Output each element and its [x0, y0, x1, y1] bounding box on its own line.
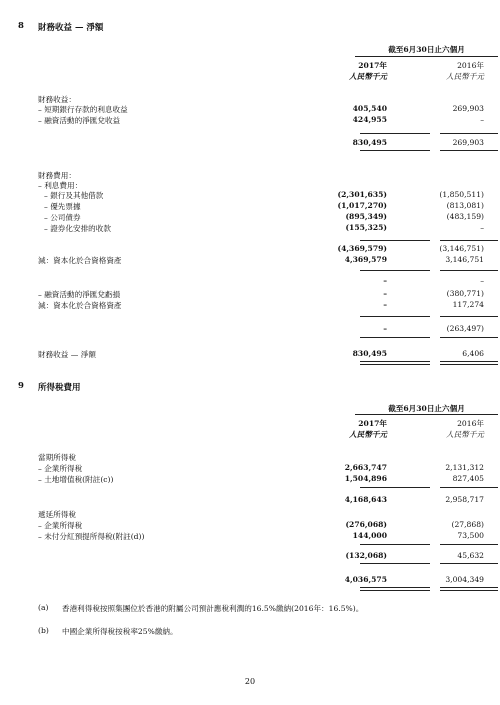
row-value-2017: 2,663,747 [344, 463, 387, 472]
row-label: – 企業所得稅 [38, 464, 83, 473]
header-rule [355, 414, 498, 415]
row-label: – 短期銀行存款的利息收益 [38, 105, 128, 114]
row-value-2016: (813,081) [446, 201, 484, 210]
row-value-2016: (27,868) [451, 520, 484, 529]
rule [440, 316, 498, 317]
fx-loss-label: – 融資活動的淨匯兌虧損 [38, 290, 121, 299]
row-value-2017: (276,068) [345, 520, 387, 529]
net-2016: 6,406 [462, 349, 484, 358]
current-tax-heading: 當期所得稅 [38, 453, 76, 462]
net-2017: 830,495 [352, 349, 387, 358]
cost-total-2017: – [383, 324, 387, 333]
rule [440, 337, 498, 338]
finance-income-heading: 財務收益： [38, 95, 76, 104]
footnote-tag: (a) [38, 603, 49, 612]
interest-total-2017: (4,369,579) [337, 244, 387, 253]
rule [360, 487, 430, 488]
row-value-2017: (2,301,635) [337, 190, 387, 199]
rule [360, 563, 430, 564]
row-label: – 銀行及其他借款 [44, 191, 104, 200]
row-value-2016: (1,850,511) [439, 190, 484, 199]
rule [360, 337, 430, 338]
row-value-2017: 424,955 [352, 115, 387, 124]
fx-capitalised-2016: 117,274 [452, 300, 484, 309]
year-2017: 2017年 [358, 419, 387, 428]
rule [440, 563, 498, 564]
row-value-2016: 827,405 [452, 474, 484, 483]
row-label: – 優先票據 [44, 202, 81, 211]
unit-2016: 人民幣千元 [446, 72, 484, 81]
fx-loss-2016: (380,771) [446, 289, 484, 298]
row-value-2016: 73,500 [457, 531, 484, 540]
fx-capitalised-label: 減：資本化於合資格資產 [38, 301, 122, 310]
capitalised-2017: 4,369,579 [344, 255, 387, 264]
row-value-2017: 1,504,896 [344, 474, 387, 483]
footnote-text: 中國企業所得稅按稅率25%繳納。 [62, 627, 178, 636]
capitalised-label: 減：資本化於合資格資產 [38, 256, 122, 265]
fx-loss-2017: – [383, 289, 387, 298]
row-value-2017: (895,349) [345, 212, 387, 221]
row-value-2016: – [480, 115, 484, 124]
deferred-total-2017: (132,068) [345, 551, 387, 560]
net-label: 財務收益 — 淨額 [38, 350, 96, 359]
interest-heading: – 利息費用： [38, 181, 83, 190]
double-rule [440, 587, 498, 591]
row-value-2016: 269,903 [452, 104, 484, 113]
current-total-2017: 4,168,643 [344, 495, 387, 504]
rule [440, 487, 498, 488]
row-value-2017: 144,000 [352, 531, 387, 540]
row-value-2017: 405,540 [352, 104, 387, 113]
row-label: – 未付分紅預提所得稅(附註(d)) [38, 532, 145, 541]
row-label: – 證券化安排的收款 [44, 224, 111, 233]
double-rule [440, 361, 498, 365]
page-number: 20 [244, 677, 256, 686]
rule [360, 270, 430, 271]
year-2017: 2017年 [358, 61, 387, 70]
rule [440, 133, 498, 134]
fx-capitalised-2017: – [383, 300, 387, 309]
year-2016: 2016年 [457, 419, 484, 428]
interest-total-2016: (3,146,751) [439, 244, 484, 253]
deferred-tax-heading: 遞延所得稅 [38, 510, 76, 519]
row-label: – 公司債券 [44, 213, 81, 222]
rule [360, 133, 430, 134]
footnote-text: 香港利得稅按照集團位於香港的附屬公司預計應稅利潤的16.5%繳納(2016年：16.5%)。 [62, 604, 364, 613]
rule [360, 150, 430, 151]
year-2016: 2016年 [457, 61, 484, 70]
cost-total-2016: (263,497) [446, 324, 484, 333]
section-title: 所得稅費用 [38, 383, 81, 393]
dash-2016: – [480, 276, 484, 285]
row-label: – 土地增值稅(附註(c)) [38, 475, 114, 484]
unit-2017: 人民幣千元 [349, 430, 387, 439]
current-total-2016: 2,958,717 [445, 495, 484, 504]
dash-2017: – [383, 276, 387, 285]
footnote-tag: (b) [38, 626, 49, 635]
rule [440, 544, 498, 545]
double-rule [360, 587, 430, 591]
row-value-2016: 2,131,312 [445, 463, 484, 472]
row-value-2017: (1,017,270) [337, 201, 387, 210]
finance-cost-heading: 財務費用： [38, 171, 76, 180]
row-label: – 融資活動的淨匯兌收益 [38, 116, 121, 125]
row-value-2016: – [480, 223, 484, 232]
section-number: 8 [18, 21, 24, 31]
rule [360, 544, 430, 545]
period-header: 截至6月30日止六個月 [388, 404, 465, 413]
grand-total-2017: 4,036,575 [344, 575, 387, 584]
section-title: 財務收益 — 淨額 [38, 23, 104, 33]
rule [440, 240, 498, 241]
row-label: – 企業所得稅 [38, 521, 83, 530]
row-value-2016: (483,159) [446, 212, 484, 221]
rule [360, 316, 430, 317]
rule [440, 270, 498, 271]
unit-2016: 人民幣千元 [446, 430, 484, 439]
grand-total-2016: 3,004,349 [445, 575, 484, 584]
rule [360, 240, 430, 241]
deferred-total-2016: 45,632 [457, 551, 484, 560]
double-rule [360, 361, 430, 365]
period-header: 截至6月30日止六個月 [388, 45, 465, 54]
income-total-2016: 269,903 [452, 138, 484, 147]
row-value-2017: (155,325) [345, 223, 387, 232]
capitalised-2016: 3,146,751 [445, 255, 484, 264]
rule [440, 150, 498, 151]
header-rule [355, 56, 498, 57]
section-number: 9 [18, 381, 24, 391]
income-total-2017: 830,495 [352, 138, 387, 147]
unit-2017: 人民幣千元 [349, 72, 387, 81]
